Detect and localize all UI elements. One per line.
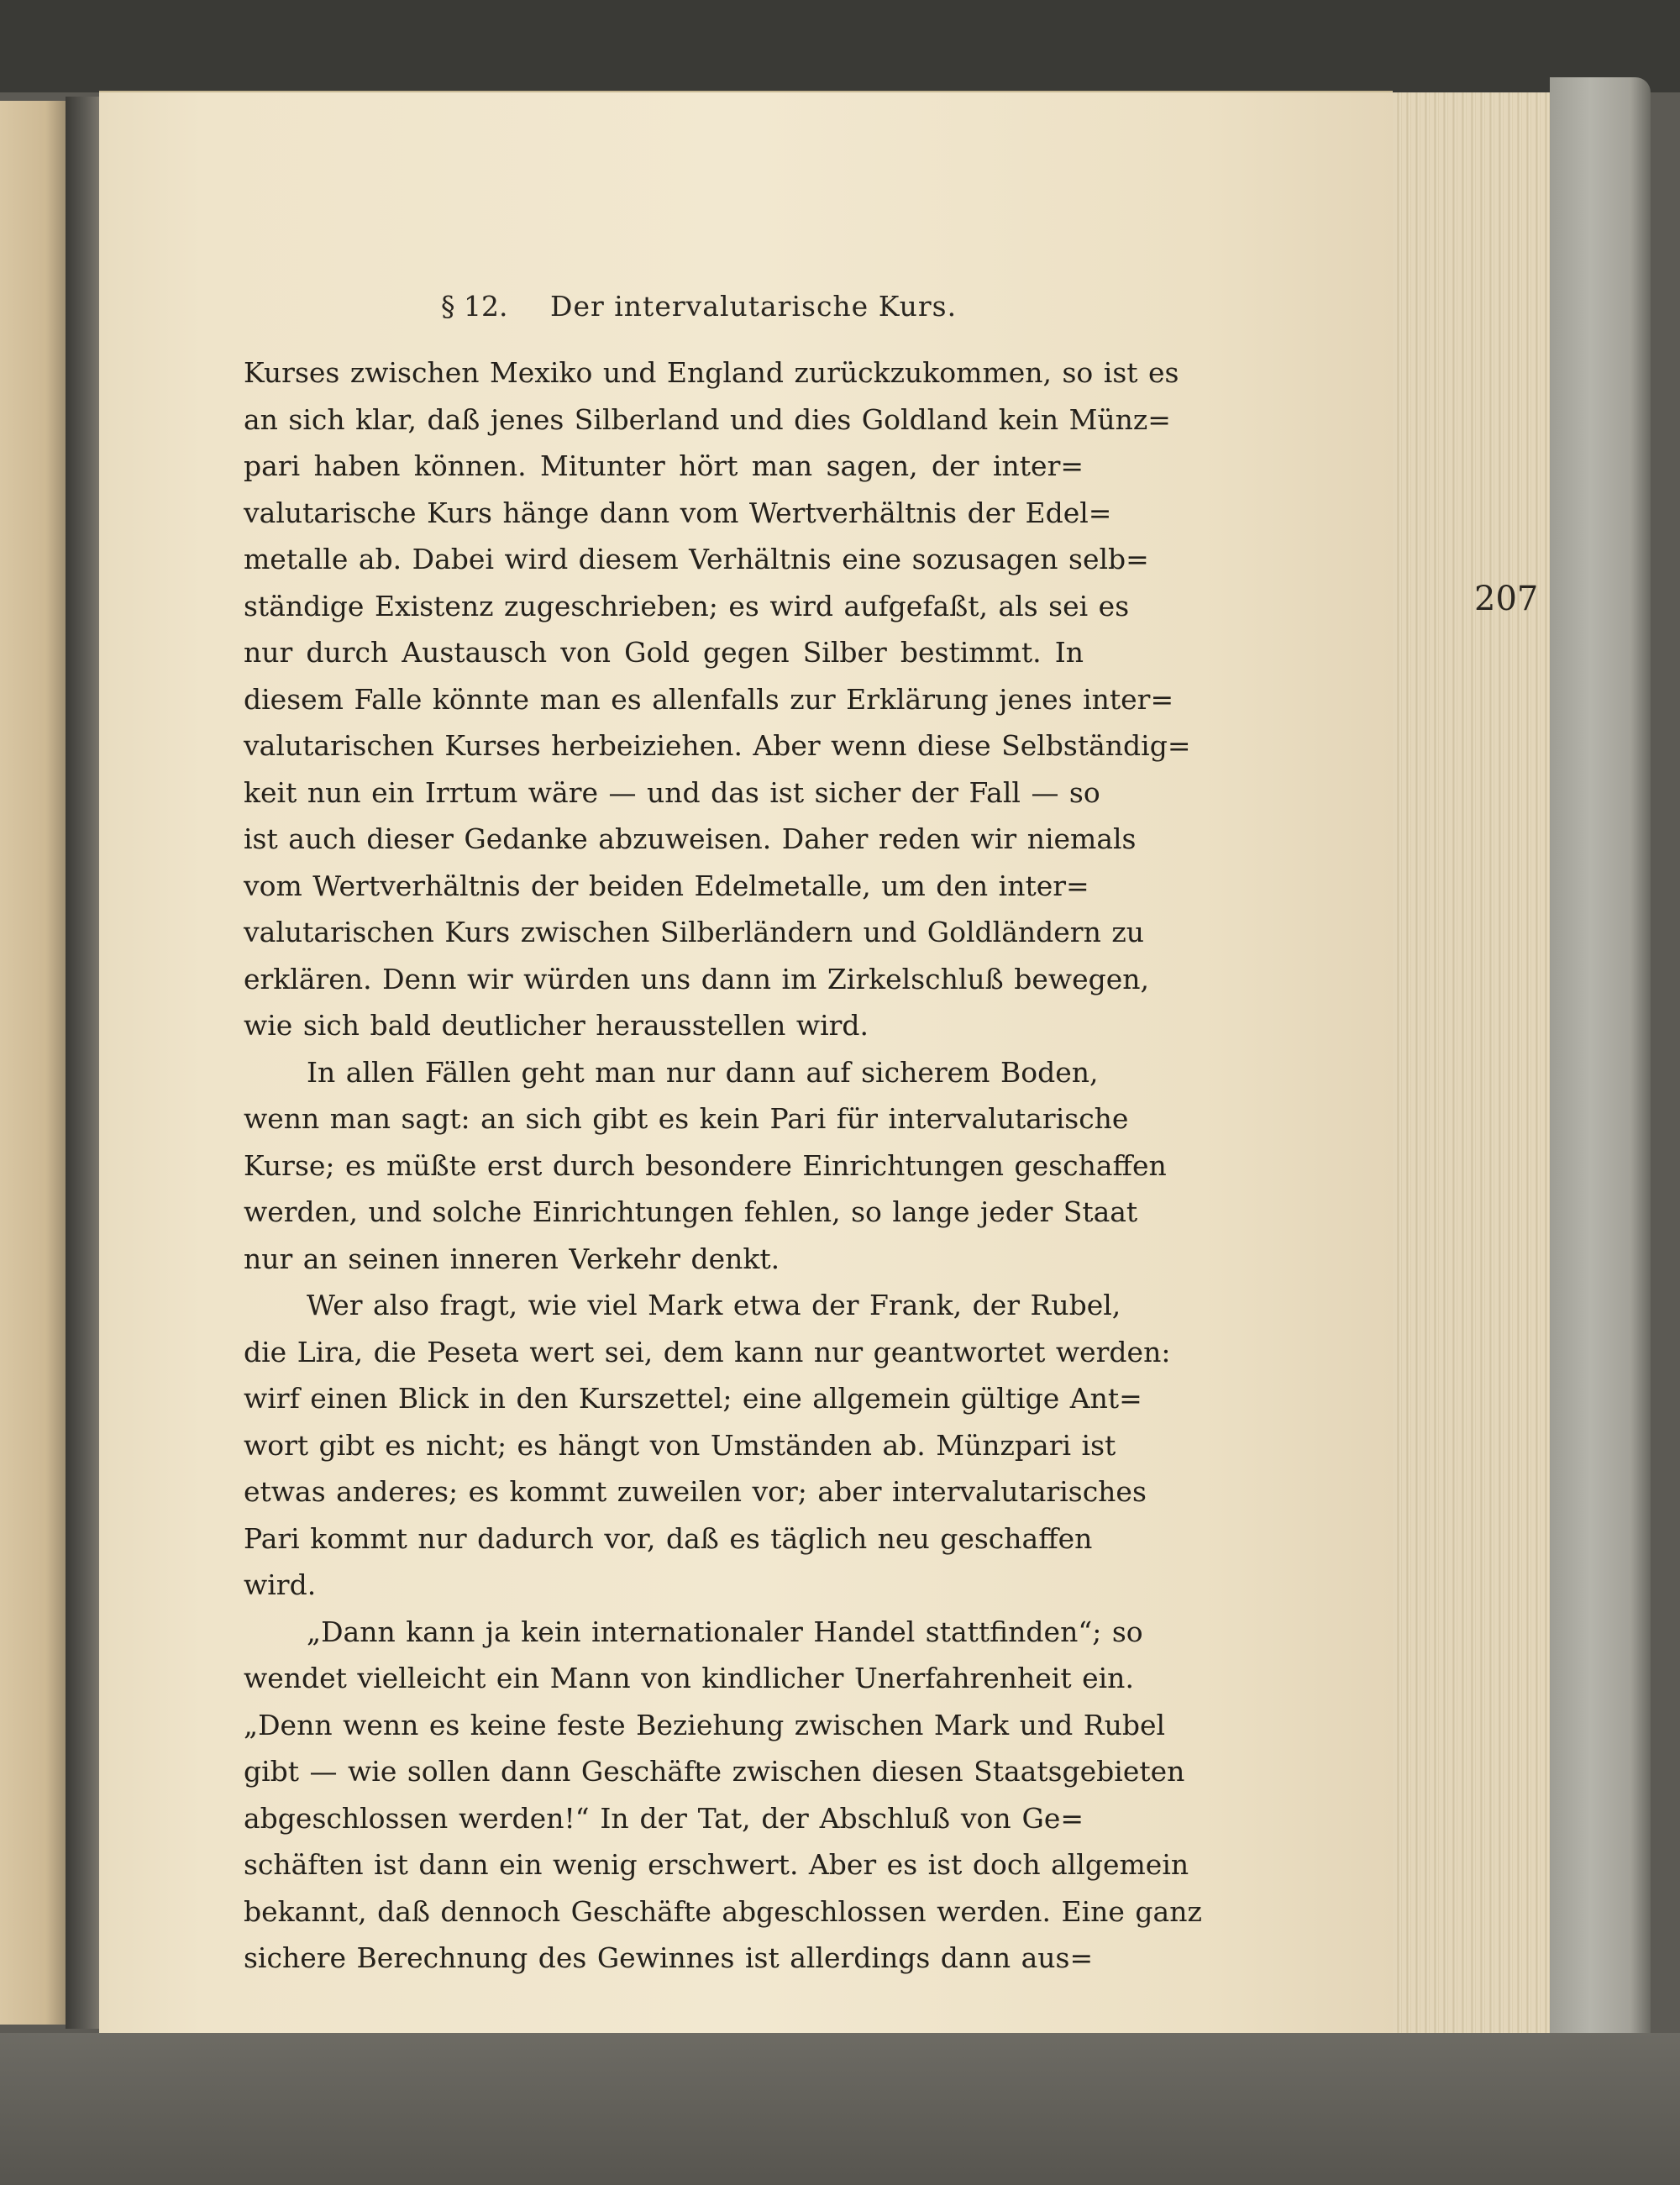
book-cover-edge bbox=[1550, 77, 1651, 2051]
text-line: bekannt, daß dennoch Geschäfte abgeschlossen werden. Eine ganz bbox=[244, 1894, 1202, 1928]
text-line: Kurse; es müßte erst durch besondere Einrichtungen geschaffen bbox=[244, 1148, 1167, 1182]
running-title: Der intervalutarische Kurs. bbox=[550, 290, 958, 323]
text-line: pari haben können. Mitunter hört man sagen, der inter= bbox=[244, 449, 1084, 482]
page-block-edges bbox=[1393, 92, 1552, 2033]
text-line: nur durch Austausch von Gold gegen Silber bestimmt. In bbox=[244, 636, 1084, 669]
text-line: ist auch dieser Gedanke abzuweisen. Daher reden wir niemals bbox=[244, 822, 1137, 855]
text-line: nur an seinen inneren Verkehr denkt. bbox=[244, 1242, 780, 1275]
text-line: werden, und solche Einrichtungen fehlen, so lange jeder Staat bbox=[244, 1195, 1138, 1228]
text-line: abgeschlossen werden!“ In der Tat, der Abschluß von Ge= bbox=[244, 1801, 1084, 1835]
text-line: wie sich bald deutlicher herausstellen wird. bbox=[244, 1009, 869, 1042]
text-line: schäften ist dann ein wenig erschwert. Aber es ist doch allgemein bbox=[244, 1848, 1189, 1881]
section-number: § 12. bbox=[441, 290, 508, 323]
text-line: valutarischen Kurs zwischen Silberländern und Goldländern zu bbox=[244, 916, 1144, 948]
text-line: die Lira, die Peseta wert sei, dem kann nur geantwortet werden: bbox=[244, 1335, 1171, 1368]
text-line: an sich klar, daß jenes Silberland und dies Goldland kein Münz= bbox=[244, 402, 1171, 436]
text-line: valutarischen Kurses herbeiziehen. Aber wenn diese Selbständig= bbox=[244, 729, 1191, 762]
text-line: erklären. Denn wir würden uns dann im Zirkelschluß bewegen, bbox=[244, 962, 1150, 995]
text-line: etwas anderes; es kommt zuweilen vor; aber intervalutarisches bbox=[244, 1475, 1147, 1508]
text-line: diesem Falle könnte man es allenfalls zur Erklärung jenes inter= bbox=[244, 682, 1174, 716]
text-line: sichere Berechnung des Gewinnes ist allerdings dann aus= bbox=[244, 1941, 1094, 1974]
text-line: wird. bbox=[244, 1568, 317, 1601]
text-line: wort gibt es nicht; es hängt von Umständen ab. Münzpari ist bbox=[244, 1428, 1116, 1462]
text-line: gibt — wie sollen dann Geschäfte zwischen diesen Staatsgebieten bbox=[244, 1755, 1185, 1788]
text-line: metalle ab. Dabei wird diesem Verhältnis eine sozusagen selb= bbox=[244, 543, 1149, 575]
text-line: Pari kommt nur dadurch vor, daß es täglich neu geschaffen bbox=[244, 1521, 1093, 1555]
facing-page-edge bbox=[0, 101, 66, 2025]
text-line: wendet vielleicht ein Mann von kindlicher Unerfahrenheit ein. bbox=[244, 1662, 1134, 1694]
text-line: In allen Fällen geht man nur dann auf sicherem Boden, bbox=[307, 1055, 1099, 1089]
book-gutter bbox=[66, 97, 99, 2029]
text-line: Wer also fragt, wie viel Mark etwa der Frank, der Rubel, bbox=[307, 1289, 1121, 1321]
text-line: valutarische Kurs hänge dann vom Wertverhältnis der Edel= bbox=[244, 496, 1112, 529]
text-line: ständige Existenz zugeschrieben; es wird aufgefaßt, als sei es bbox=[244, 589, 1130, 622]
text-line: Kurses zwischen Mexiko und England zurückzukommen, so ist es bbox=[244, 356, 1179, 389]
background bbox=[0, 0, 1680, 92]
page-number: 207 bbox=[1474, 580, 1539, 618]
text-line: wenn man sagt: an sich gibt es kein Pari für intervalutarische bbox=[244, 1102, 1129, 1135]
text-line: „Denn wenn es keine feste Beziehung zwischen Mark und Rubel bbox=[244, 1708, 1166, 1741]
text-line: wirf einen Blick in den Kurszettel; eine allgemein gültige Ant= bbox=[244, 1382, 1142, 1415]
body-text bbox=[244, 349, 1202, 1982]
text-line: „Dann kann ja kein internationaler Handel stattfinden“; so bbox=[307, 1615, 1143, 1648]
bottom-background bbox=[0, 2033, 1680, 2185]
text-line: vom Wertverhältnis der beiden Edelmetalle, um den inter= bbox=[244, 869, 1089, 902]
text-line: keit nun ein Irrtum wäre — und das ist sicher der Fall — so bbox=[244, 775, 1100, 809]
